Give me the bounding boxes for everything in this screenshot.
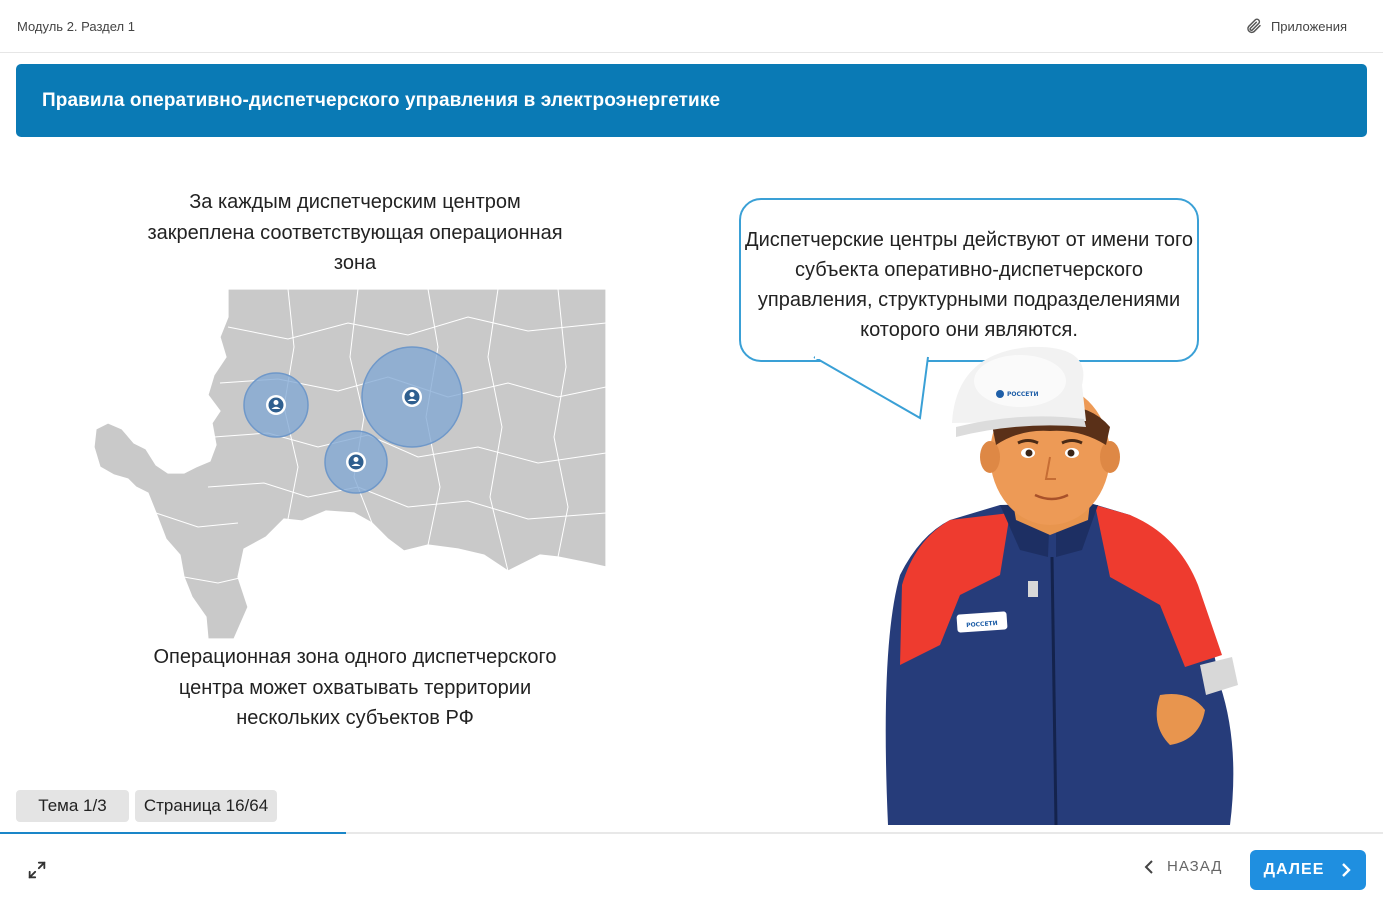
top-bar	[0, 0, 1383, 53]
speech-bubble	[739, 198, 1199, 362]
zone-west	[244, 373, 308, 437]
page-title: Правила оперативно-диспетчерского управления в электроэнергетике	[42, 90, 721, 111]
speech-bubble-text: Диспетчерские центры действуют от имени того субъекта оперативно-диспетчерского управления, структурными подразделениями которого они являются.	[745, 229, 1193, 341]
back-button-label: НАЗАД	[1167, 858, 1223, 875]
chevron-left-icon	[1143, 859, 1155, 875]
title-banner	[16, 64, 1367, 137]
operational-zones-map	[88, 287, 608, 639]
attachments-label: Приложения	[1270, 18, 1347, 34]
topic-badge: Тема 1/3	[16, 790, 129, 822]
next-button[interactable]	[1250, 850, 1366, 890]
chevron-right-icon	[1340, 862, 1352, 878]
zone-east	[362, 347, 462, 447]
helmet-logo: РОССЕТИ	[1007, 391, 1039, 398]
caption-bottom: Операционная зона одного диспетчерского центра может охватывать территории нескольких субъектов РФ	[153, 646, 557, 729]
attachments-button[interactable]	[1245, 17, 1347, 35]
worker-illustration	[860, 345, 1260, 825]
page-badge: Страница 16/64	[135, 790, 277, 822]
caption-top: За каждым диспетчерским центром закреплена соответствующая операционная зона	[147, 191, 563, 274]
zone-south	[325, 431, 387, 493]
back-button[interactable]	[1143, 858, 1222, 875]
expand-icon[interactable]	[26, 859, 48, 881]
module-breadcrumb: Модуль 2. Раздел 1	[17, 19, 135, 34]
bottom-bar	[0, 834, 1383, 905]
paperclip-icon	[1245, 17, 1263, 35]
next-button-label: ДАЛЕЕ	[1263, 861, 1325, 878]
chest-logo: РОССЕТИ	[965, 619, 998, 630]
